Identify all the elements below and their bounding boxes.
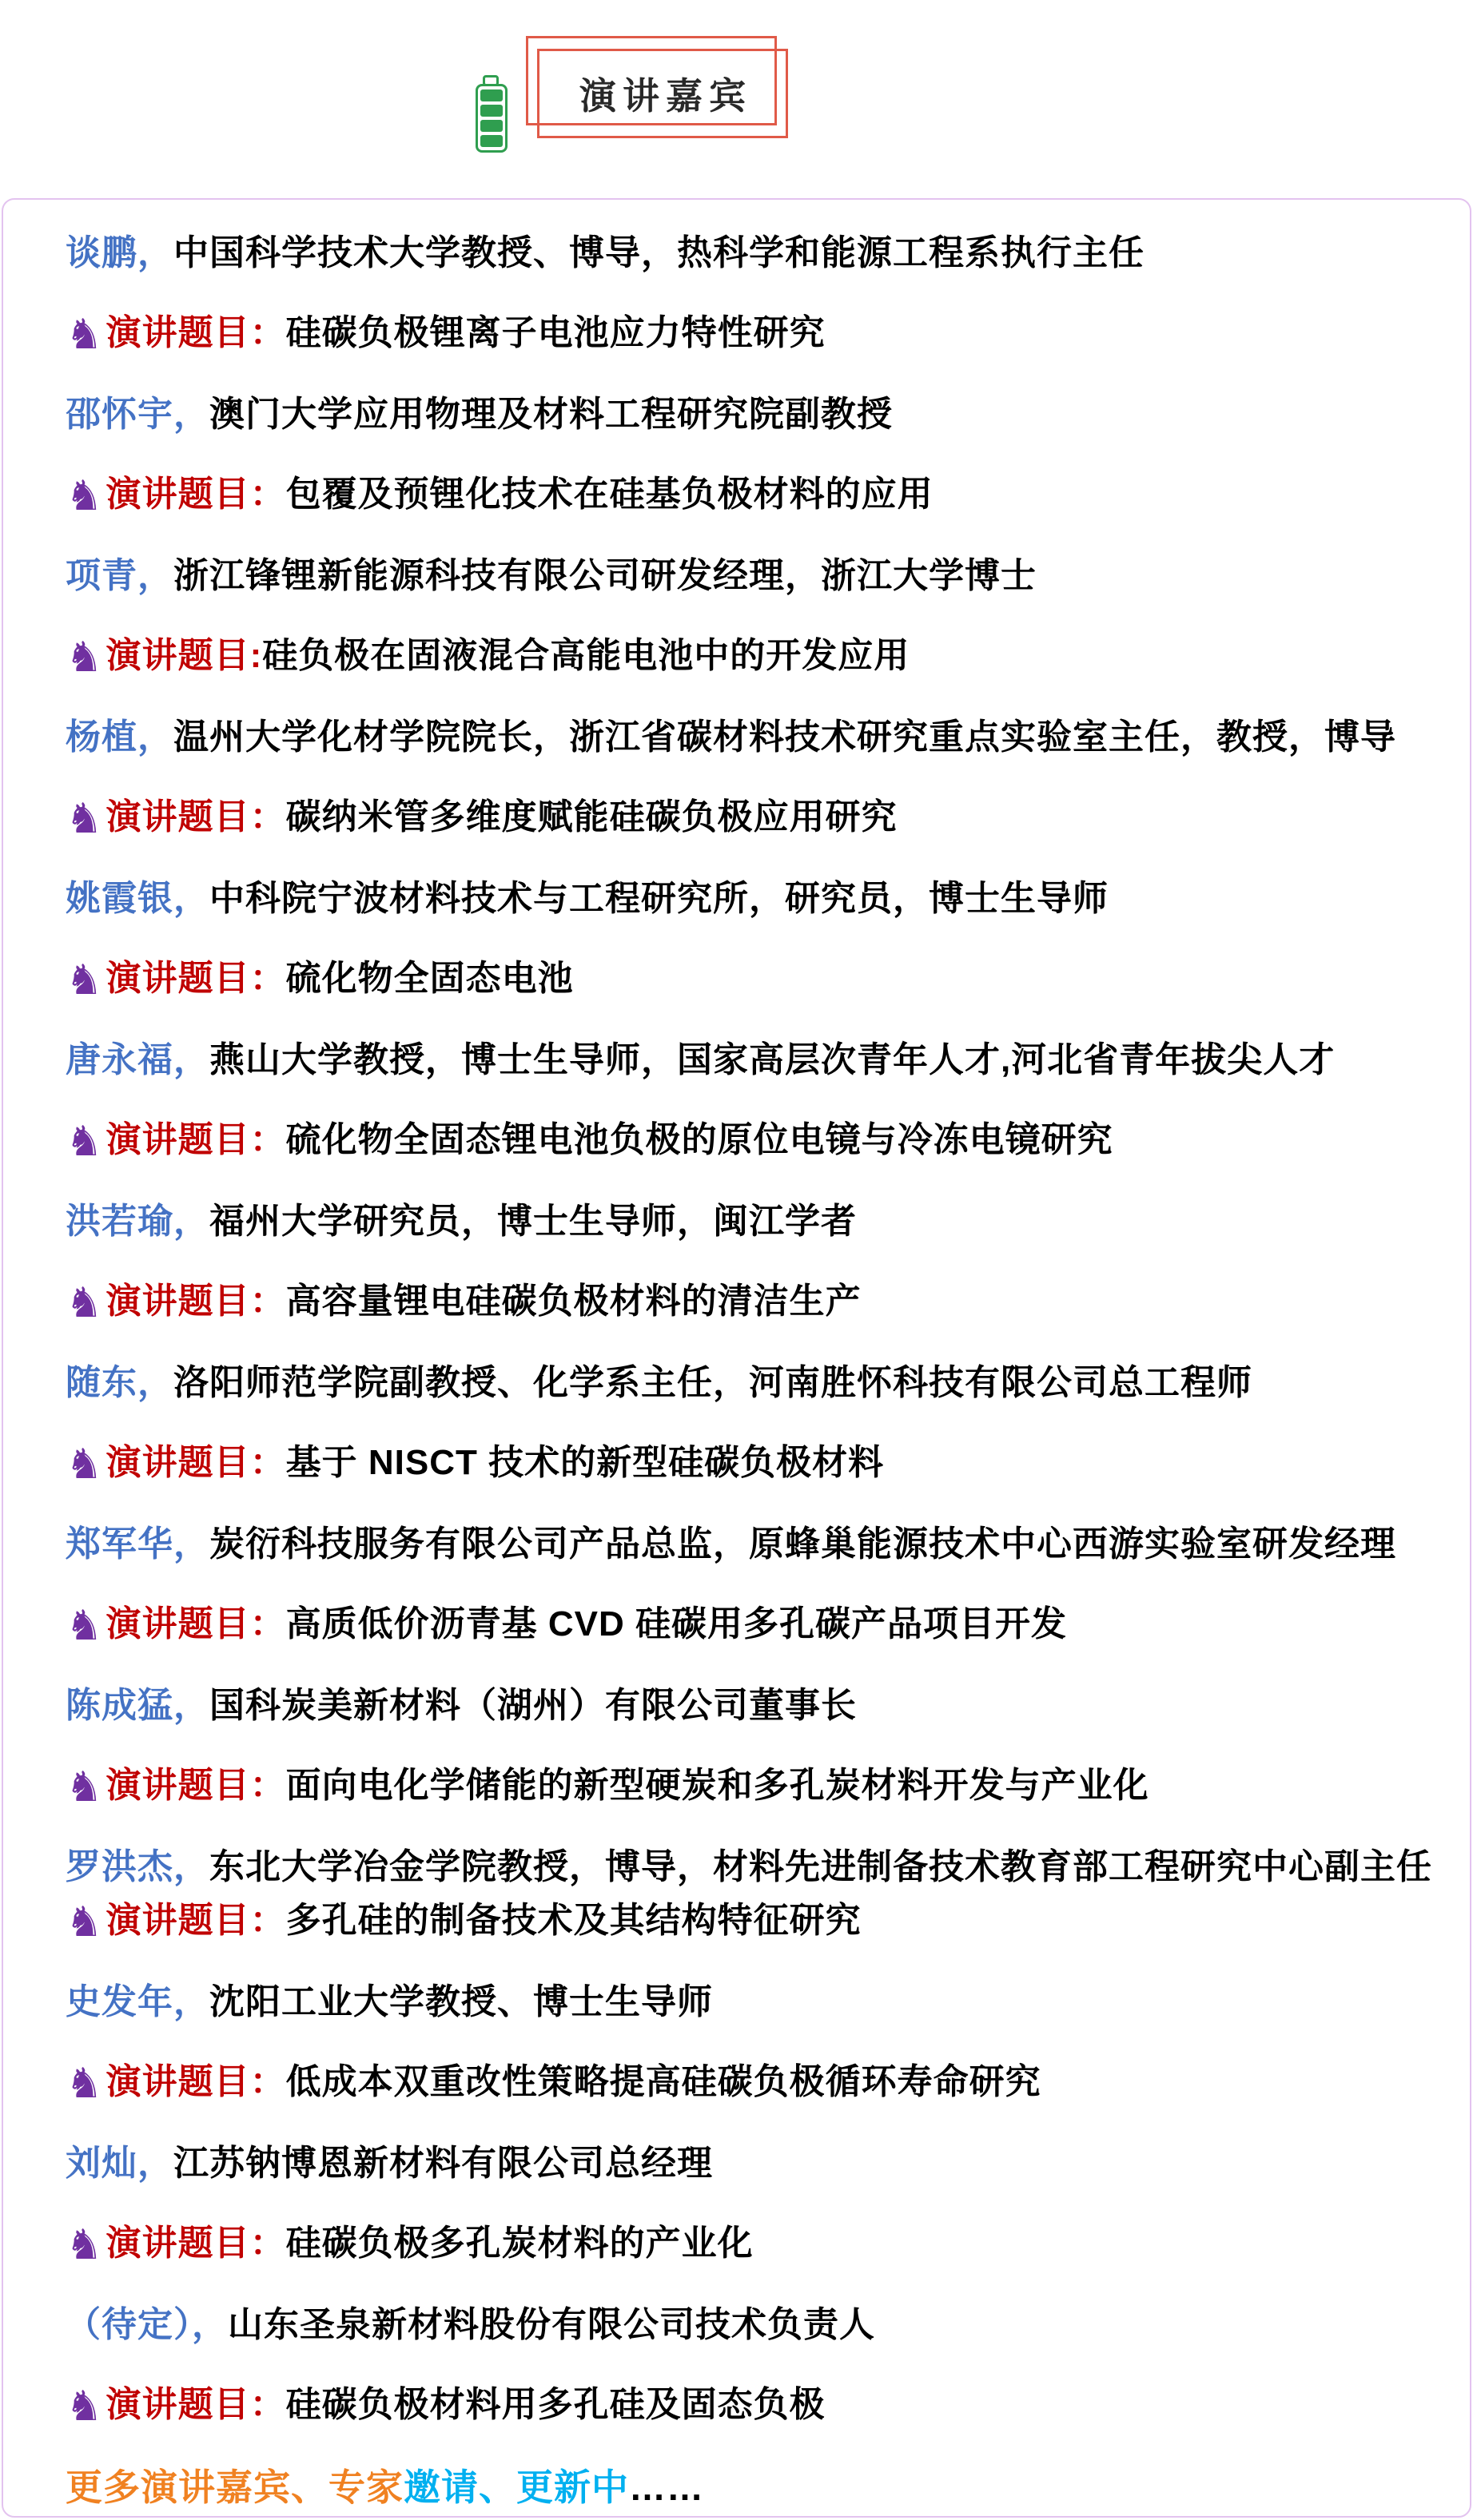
speaker-entry — [66, 1202, 1457, 1327]
speaker-affiliation: 温州大学化材学院院长，浙江省碳材料技术研究重点实验室主任，教授，博导 — [173, 717, 1396, 757]
talk-title-row — [66, 2383, 1457, 2431]
speaker-row — [66, 556, 1457, 596]
talk-title-row — [66, 1279, 1457, 1327]
speaker-entry — [66, 1040, 1457, 1166]
talk-title-text: 低成本双重改性策略提高硅碳负极循环寿命研究 — [285, 2062, 1041, 2101]
page-title-box — [526, 36, 794, 141]
speaker-affiliation: 江苏钠博恩新材料有限公司总经理 — [173, 2144, 713, 2183]
speaker-row — [66, 395, 1457, 435]
speaker-affiliation: 沈阳工业大学教授、博士生导师 — [209, 1982, 713, 2021]
talk-title-label: 演讲题目： — [105, 1766, 286, 1805]
speaker-entry — [66, 717, 1457, 843]
speaker-entries — [66, 233, 1457, 2431]
talk-title-text: 硅负极在固液混合高能电池中的开发应用 — [262, 636, 910, 675]
speaker-affiliation: 浙江锋锂新能源科技有限公司研发经理，浙江大学博士 — [173, 556, 1037, 595]
speakers-list — [3, 200, 1470, 2508]
speaker-entry — [66, 1686, 1457, 1811]
speaker-name: 罗洪杰， — [66, 1847, 209, 1886]
speaker-entry — [66, 1847, 1457, 1946]
talk-title-text: 包覆及预锂化技术在硅基负极材料的应用 — [285, 475, 934, 514]
talk-title-row — [66, 634, 1457, 682]
chess-knight-icon: ♞ — [66, 795, 103, 843]
speaker-name: 洪若瑜， — [66, 1202, 209, 1241]
battery-icon — [475, 74, 512, 155]
speaker-row — [66, 1363, 1457, 1403]
speaker-entry — [66, 2144, 1457, 2269]
speaker-name: 郑军华， — [66, 1524, 209, 1564]
page-title: 演讲嘉宾 — [579, 75, 752, 117]
speaker-name: 刘灿， — [66, 2144, 173, 2183]
talk-title-text: 基于 NISCT 技术的新型硅碳负极材料 — [285, 1443, 885, 1482]
speaker-affiliation: 澳门大学应用物理及材料工程研究院副教授 — [209, 395, 893, 434]
talk-title-row — [66, 2060, 1457, 2108]
speaker-affiliation: 燕山大学教授，博士生导师，国家高层次青年人才,河北省青年拔尖人才 — [209, 1040, 1336, 1079]
speaker-entry — [66, 556, 1457, 682]
speaker-affiliation: 福州大学研究员，博士生导师，闽江学者 — [209, 1202, 857, 1241]
speaker-entry — [66, 233, 1457, 359]
chess-knight-icon: ♞ — [66, 2221, 103, 2269]
title-frame-front — [537, 49, 788, 138]
talk-title-row — [66, 1763, 1457, 1811]
chess-knight-icon: ♞ — [66, 634, 103, 682]
footer-segment: …… — [629, 2466, 704, 2508]
speaker-name: （待定）， — [66, 2305, 228, 2344]
talk-title-row — [66, 1898, 1457, 1946]
speaker-entry — [66, 1524, 1457, 1650]
talk-title-row — [66, 1118, 1457, 1166]
speaker-row — [66, 1524, 1457, 1564]
speaker-row — [66, 1040, 1457, 1080]
talk-title-text: 面向电化学储能的新型硬炭和多孔炭材料开发与产业化 — [285, 1766, 1149, 1805]
chess-knight-icon: ♞ — [66, 1602, 103, 1650]
talk-title-label: 演讲题目： — [105, 1282, 286, 1321]
footer-segment: 更多演讲嘉宾、专家 — [66, 2466, 404, 2508]
footer-note — [66, 2466, 1457, 2508]
chess-knight-icon: ♞ — [66, 1118, 103, 1166]
talk-title-label: 演讲题目： — [105, 1604, 286, 1644]
speaker-affiliation: 中科院宁波材料技术与工程研究所，研究员，博士生导师 — [209, 879, 1109, 918]
talk-title-text: 高质低价沥青基 CVD 硅碳用多孔碳产品项目开发 — [285, 1604, 1067, 1644]
speaker-row — [66, 1847, 1457, 1887]
chess-knight-icon: ♞ — [66, 2060, 103, 2108]
chess-knight-icon: ♞ — [66, 1279, 103, 1327]
talk-title-row — [66, 1441, 1457, 1489]
speaker-affiliation: 洛阳师范学院副教授、化学系主任，河南胜怀科技有限公司总工程师 — [173, 1363, 1252, 1402]
chess-knight-icon: ♞ — [66, 1441, 103, 1489]
talk-title-label: 演讲题目： — [105, 797, 286, 837]
talk-title-text: 高容量锂电硅碳负极材料的清洁生产 — [285, 1282, 862, 1321]
speaker-row — [66, 2305, 1457, 2345]
talk-title-label: 演讲题目： — [105, 1120, 286, 1159]
speaker-affiliation: 炭衍科技服务有限公司产品总监，原蜂巢能源技术中心西游实验室研发经理 — [209, 1524, 1396, 1564]
speaker-entry — [66, 2305, 1457, 2431]
talk-title-label: 演讲题目： — [105, 2062, 286, 2101]
talk-title-label: 演讲题目: — [105, 636, 263, 675]
chess-knight-icon: ♞ — [66, 956, 103, 1004]
speaker-affiliation: 国科炭美新材料（湖州）有限公司董事长 — [209, 1686, 857, 1725]
speaker-entry — [66, 879, 1457, 1004]
chess-knight-icon: ♞ — [66, 311, 103, 359]
speaker-name: 杨植， — [66, 717, 173, 757]
speaker-row — [66, 1686, 1457, 1726]
speaker-name: 唐永福， — [66, 1040, 209, 1079]
speaker-row — [66, 717, 1457, 757]
talk-title-text: 多孔硅的制备技术及其结构特征研究 — [285, 1901, 862, 1940]
speaker-name: 陈成猛， — [66, 1686, 209, 1725]
speaker-affiliation: 中国科学技术大学教授、博导，热科学和能源工程系执行主任 — [173, 233, 1145, 272]
chess-knight-icon: ♞ — [66, 1898, 103, 1946]
speaker-name: 随东， — [66, 1363, 173, 1402]
talk-title-text: 硅碳负极材料用多孔硅及固态负极 — [285, 2385, 826, 2424]
speaker-row — [66, 879, 1457, 919]
speaker-name: 姚霞银， — [66, 879, 209, 918]
speaker-row — [66, 1202, 1457, 1242]
talk-title-label: 演讲题目： — [105, 313, 286, 352]
speaker-row — [66, 233, 1457, 273]
speaker-name: 项青， — [66, 556, 173, 595]
speaker-name: 谈鹏， — [66, 233, 173, 272]
speaker-affiliation: 东北大学冶金学院教授，博导，材料先进制备技术教育部工程研究中心副主任 — [209, 1847, 1432, 1886]
chess-knight-icon: ♞ — [66, 472, 103, 520]
talk-title-label: 演讲题目： — [105, 2224, 286, 2263]
talk-title-row — [66, 1602, 1457, 1650]
talk-title-text: 硅碳负极多孔炭材料的产业化 — [285, 2224, 754, 2263]
talk-title-label: 演讲题目： — [105, 959, 286, 998]
talk-title-label: 演讲题目： — [105, 1901, 286, 1940]
talk-title-text: 硫化物全固态电池 — [285, 959, 574, 998]
speaker-name: 邵怀宇， — [66, 395, 209, 434]
talk-title-row — [66, 795, 1457, 843]
talk-title-label: 演讲题目： — [105, 475, 286, 514]
speaker-entry — [66, 1363, 1457, 1489]
speaker-entry — [66, 395, 1457, 520]
footer-segment: 邀请、更新中 — [404, 2466, 629, 2508]
speaker-affiliation: 山东圣泉新材料股份有限公司技术负责人 — [228, 2305, 875, 2344]
chess-knight-icon: ♞ — [66, 1763, 103, 1811]
talk-title-row — [66, 956, 1457, 1004]
speaker-entry — [66, 1982, 1457, 2108]
talk-title-text: 硅碳负极锂离子电池应力特性研究 — [285, 313, 826, 352]
talk-title-label: 演讲题目： — [105, 2385, 286, 2424]
chess-knight-icon: ♞ — [66, 2383, 103, 2431]
talk-title-label: 演讲题目： — [105, 1443, 286, 1482]
speakers-card — [2, 198, 1471, 2518]
speaker-row — [66, 2144, 1457, 2184]
speaker-row — [66, 1982, 1457, 2022]
talk-title-row — [66, 2221, 1457, 2269]
speaker-name: 史发年， — [66, 1982, 209, 2021]
talk-title-row — [66, 472, 1457, 520]
talk-title-text: 硫化物全固态锂电池负极的原位电镜与冷冻电镜研究 — [285, 1120, 1113, 1159]
talk-title-text: 碳纳米管多维度赋能硅碳负极应用研究 — [285, 797, 898, 837]
talk-title-row — [66, 311, 1457, 359]
